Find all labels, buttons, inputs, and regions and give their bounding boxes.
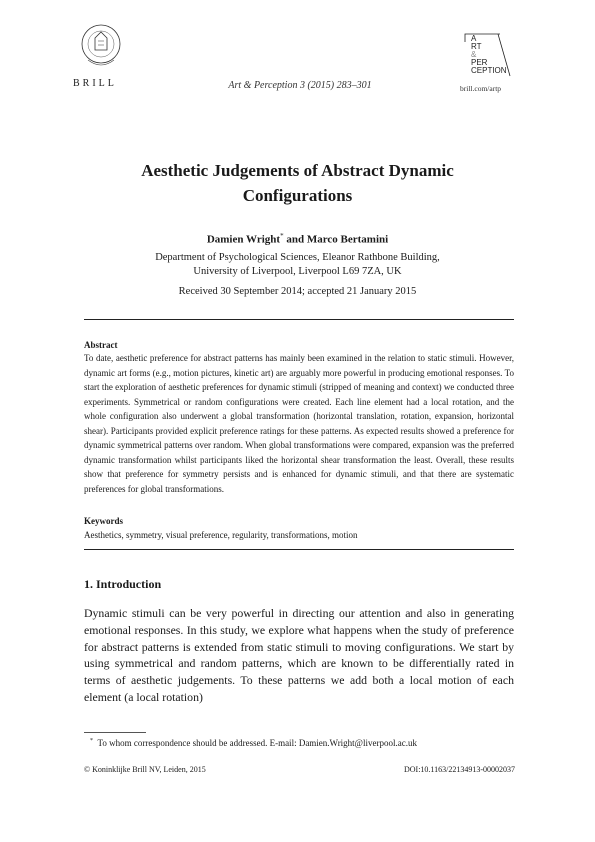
divider [84, 549, 514, 550]
brill-logo [72, 20, 132, 98]
journal-logo-line: CEPTION [471, 66, 507, 75]
abstract-text: To date, aesthetic preference for abstract patterns has mainly been examined in the relation to static stimuli. However, dynamic art forms (e.g., motion pictures, kinetic art) are arguably more powerful in producing emotional responses. To start the exploration of aesthetic preferences for dynamic stimuli (stripped of meaning and context) we conducted three experiments. Symmetrical or random configurations were created. Each line element had a local rotation, and the whole configuration also underwent a global transformation (horizontal translation, rotation, expansion, horizontal shear). Participants provided explicit preference ratings for these patterns. As expected results showed a preference for dynamic symmetrical patterns over random. When global transformations were compared, expansion was the preferred dynamic transformation whilst participants liked the horizontal shear transformation the least. Overall, these results show that preference for symmetry persists and is enhanced for dynamic stimuli, and that there are systematic preferences for global transformations. [84, 353, 514, 494]
brill-seal-icon [80, 22, 122, 72]
article-title: Aesthetic Judgements of Abstract Dynamic Configurations [141, 161, 454, 205]
divider [84, 319, 514, 320]
footnote-rule [84, 732, 146, 733]
journal-logo-line: RT [471, 42, 482, 51]
author-line [90, 232, 505, 246]
author-name: and Marco Bertamini [286, 233, 389, 246]
keywords-heading: Keywords [84, 516, 123, 526]
section-heading: 1. Introduction [84, 577, 162, 591]
affiliation [90, 251, 505, 279]
doi[interactable]: DOI:10.1163/22134913-00002037 [403, 765, 515, 774]
publisher-name: BRILL [73, 78, 117, 89]
journal-logo-line: A [471, 34, 477, 43]
body-paragraph: Dynamic stimuli can be very powerful in directing our attention and also in generating emotional responses. In this study, we explore what happens when the study of preference for abstract patterns is extended from static stimuli to moving configurations. We start by using symmetrical and random patterns, which are known to be differentially rated in terms of aesthetic judgements. To these patterns we add both a local motion of each element (a local rotation) [84, 606, 514, 704]
journal-logo-line: & [471, 50, 477, 59]
author-name: Damien Wright [206, 233, 281, 246]
affiliation-line: Department of Psychological Sciences, Eleanor Rathbone Building, [155, 252, 440, 263]
received-dates: Received 30 September 2014; accepted 21 January 2015 [178, 286, 417, 297]
copyright: © Koninklijke Brill NV, Leiden, 2015 [84, 765, 206, 774]
correspondence-mark[interactable]: * [280, 232, 284, 240]
footnote-mark: * [90, 738, 93, 744]
abstract-heading: Abstract [84, 340, 118, 350]
journal-logo [462, 32, 522, 78]
affiliation-line: University of Liverpool, Liverpool L69 7ZA, UK [193, 266, 402, 277]
keywords-text: Aesthetics, symmetry, visual preference, regularity, transformations, motion [84, 530, 358, 540]
journal-logo-line: PER [471, 58, 488, 67]
journal-citation: Art & Perception 3 (2015) 283–301 [228, 80, 372, 91]
footnote-text: To whom correspondence should be addressed. E-mail: Damien.Wright@liverpool.ac.uk [97, 738, 417, 748]
journal-url[interactable]: brill.com/artp [460, 84, 502, 93]
footnote [90, 738, 417, 748]
